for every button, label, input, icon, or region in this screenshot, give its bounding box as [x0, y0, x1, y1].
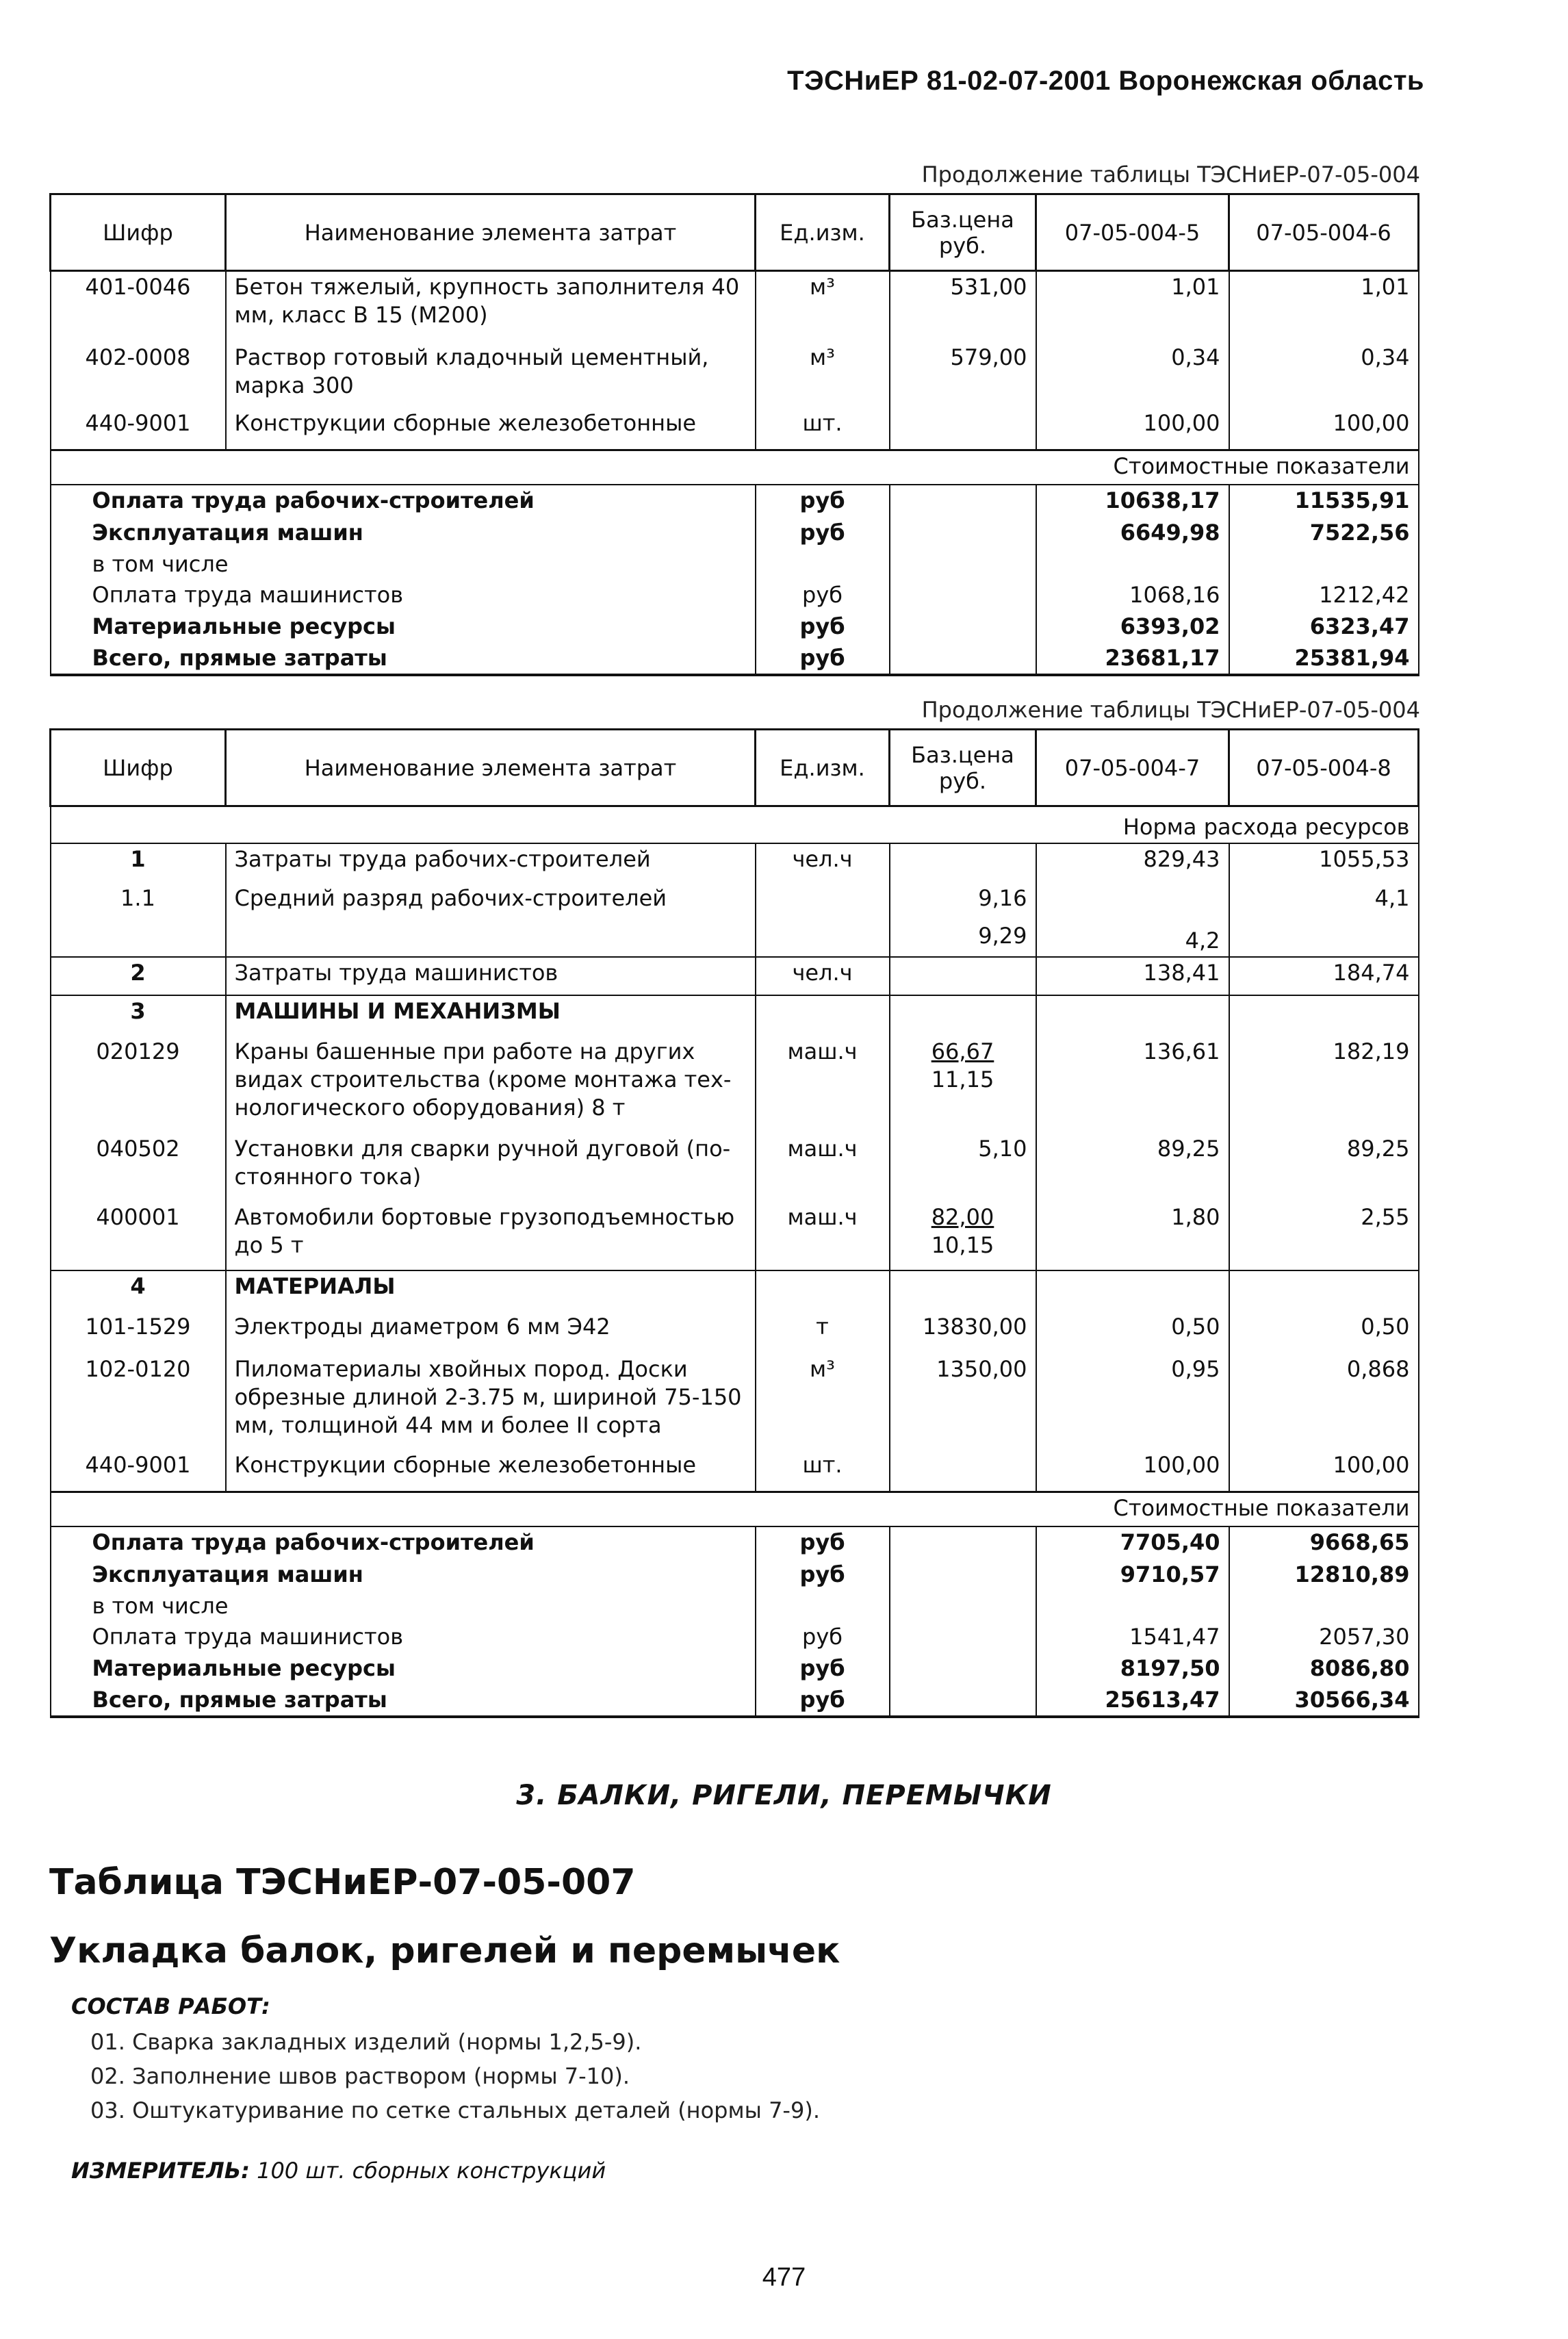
row-price: 5,10 [890, 1134, 1036, 1202]
measure-label: ИЗМЕРИТЕЛЬ: [71, 2158, 250, 2184]
row-value-1: 138,41 [1036, 957, 1229, 995]
row-value-1: 1,80 [1036, 1202, 1229, 1270]
cost-unit: руб [756, 1685, 890, 1717]
cost-empty [890, 1653, 1036, 1685]
cost-value-2: 6323,47 [1229, 611, 1419, 643]
header-price: Баз.цена руб. [890, 730, 1036, 806]
cost-unit: руб [756, 1653, 890, 1685]
row-code: 1.1 [51, 883, 226, 957]
cost-band [51, 450, 1419, 485]
row-unit: чел.ч [756, 957, 890, 995]
row-value-2: 0,868 [1229, 1354, 1419, 1450]
cost-empty [890, 1622, 1036, 1653]
row-value-1: 100,00 [1036, 408, 1229, 450]
cost-value-2: 9668,65 [1229, 1526, 1419, 1559]
table-row [51, 1202, 1419, 1270]
cost-name: Всего, прямые затраты [51, 643, 756, 675]
table-row [51, 1354, 1419, 1450]
cost-value-1: 1541,47 [1036, 1622, 1229, 1653]
row-unit [756, 883, 890, 957]
row-price-line-1: 9,16 [978, 884, 1027, 911]
cost-unit: руб [756, 643, 890, 675]
row-name: Конструкции сборные железобетонные [226, 408, 756, 450]
measure-line [71, 2158, 606, 2184]
row-code: 102-0120 [51, 1354, 226, 1450]
cost-band [51, 1492, 1419, 1526]
cost-band-label: Стоимостные показатели [51, 1492, 1419, 1526]
row-value-1: 829,43 [1036, 843, 1229, 883]
cost-value-1: 6649,98 [1036, 517, 1229, 549]
row-value-1: 136,61 [1036, 1036, 1229, 1134]
row-unit [756, 1270, 890, 1312]
cost-empty [890, 1685, 1036, 1717]
cost-empty [890, 1591, 1036, 1622]
row-price [890, 957, 1036, 995]
row-code: 440-9001 [51, 408, 226, 450]
cost-value-2: 1212,42 [1229, 580, 1419, 611]
row-code: 040502 [51, 1134, 226, 1202]
row-price-line-2: 9,29 [978, 922, 1027, 949]
table-title: Таблица ТЭСНиЕР-07-05-007 [49, 1862, 636, 1903]
cost-band-label: Стоимостные показатели [51, 450, 1419, 485]
row-price [890, 995, 1036, 1036]
row-code: 020129 [51, 1036, 226, 1134]
table-caption-2: Продолжение таблицы ТЭСНиЕР-07-05-004 [921, 697, 1420, 723]
row-price-line-1: 82,00 [931, 1203, 994, 1230]
cost-row [51, 1622, 1419, 1653]
table-row [51, 1036, 1419, 1134]
cost-name: Оплата труда машинистов [51, 580, 756, 611]
row-price [890, 408, 1036, 450]
cost-name: Оплата труда машинистов [51, 1622, 756, 1653]
cost-value-1: 7705,40 [1036, 1526, 1229, 1559]
row-value-1: 100,00 [1036, 1450, 1229, 1492]
cost-value-2 [1229, 549, 1419, 580]
row-value-2: 0,50 [1229, 1312, 1419, 1354]
row-value-2 [1229, 995, 1419, 1036]
row-price [890, 1450, 1036, 1492]
cost-value-2: 11535,91 [1229, 485, 1419, 517]
cost-row [51, 549, 1419, 580]
row-value-1: 0,34 [1036, 342, 1229, 408]
row-name: Конструкции сборные железобетонные [226, 1450, 756, 1492]
cost-row [51, 1591, 1419, 1622]
cost-empty [890, 580, 1036, 611]
row-value-2: 2,55 [1229, 1202, 1419, 1270]
cost-unit: руб [756, 611, 890, 643]
header-name: Наименование элемента затрат [226, 194, 756, 271]
work-composition-heading: СОСТАВ РАБОТ: [71, 1993, 270, 2019]
cost-empty [890, 611, 1036, 643]
row-unit: маш.ч [756, 1036, 890, 1134]
cost-unit [756, 549, 890, 580]
cost-value-1: 6393,02 [1036, 611, 1229, 643]
row-value-1: 0,50 [1036, 1312, 1229, 1354]
row-price-line-2: 11,15 [931, 1066, 994, 1092]
cost-value-2: 25381,94 [1229, 643, 1419, 675]
header-code: Шифр [51, 730, 226, 806]
row-price: 579,00 [890, 342, 1036, 408]
cost-value-2: 7522,56 [1229, 517, 1419, 549]
row-price: 531,00 [890, 271, 1036, 342]
cost-row [51, 517, 1419, 549]
cost-empty [890, 517, 1036, 549]
cost-value-1: 10638,17 [1036, 485, 1229, 517]
header-price: Баз.цена руб. [890, 194, 1036, 271]
row-value-2: 4,1 [1229, 883, 1419, 957]
row-name: Пиломатериалы хвойных пород. Доски обрезные длиной 2-3.75 м, шириной 75-150 мм, толщиной 44 мм и более II сорта [226, 1354, 756, 1450]
header-name: Наименование элемента затрат [226, 730, 756, 806]
table-caption-1: Продолжение таблицы ТЭСНиЕР-07-05-004 [921, 162, 1420, 188]
row-unit: чел.ч [756, 843, 890, 883]
cost-empty [890, 485, 1036, 517]
row-value-2: 182,19 [1229, 1036, 1419, 1134]
row-name: Затраты труда машинистов [226, 957, 756, 995]
table-row [51, 408, 1419, 450]
row-price-line-1: 66,67 [931, 1038, 994, 1064]
row-value-2: 100,00 [1229, 1450, 1419, 1492]
row-name: Затраты труда рабочих-строителей [226, 843, 756, 883]
cost-row [51, 1526, 1419, 1559]
cost-value-2: 8086,80 [1229, 1653, 1419, 1685]
cost-unit: руб [756, 1526, 890, 1559]
cost-name: Оплата труда рабочих-строителей [51, 1526, 756, 1559]
row-code: 3 [51, 995, 226, 1036]
cost-value-2: 30566,34 [1229, 1685, 1419, 1717]
cost-unit: руб [756, 1622, 890, 1653]
cost-value-1 [1036, 549, 1229, 580]
table-row [51, 957, 1419, 995]
row-price [890, 1270, 1036, 1312]
header-col1: 07-05-004-5 [1036, 194, 1229, 271]
cost-unit: руб [756, 485, 890, 517]
row-value-1: 89,25 [1036, 1134, 1229, 1202]
row-value-2: 100,00 [1229, 408, 1419, 450]
row-price-line-2: 10,15 [931, 1231, 994, 1258]
row-unit: м³ [756, 271, 890, 342]
norm-band [51, 806, 1419, 843]
cost-row [51, 643, 1419, 675]
cost-value-1 [1036, 1591, 1229, 1622]
table-row [51, 1134, 1419, 1202]
cost-empty [890, 1526, 1036, 1559]
row-name: МАШИНЫ И МЕХАНИЗМЫ [226, 995, 756, 1036]
row-unit: шт. [756, 1450, 890, 1492]
table-row [51, 883, 1419, 957]
row-name: Средний разряд рабочих-строителей [226, 883, 756, 957]
row-unit: шт. [756, 408, 890, 450]
page-header: ТЭСНиЕР 81-02-07-2001 Воронежская область [787, 66, 1424, 96]
row-value-2: 1,01 [1229, 271, 1419, 342]
row-value-2: 0,34 [1229, 342, 1419, 408]
cost-row [51, 485, 1419, 517]
cost-name: Всего, прямые затраты [51, 1685, 756, 1717]
row-value-2 [1229, 1270, 1419, 1312]
table-row [51, 1312, 1419, 1354]
row-unit [756, 995, 890, 1036]
row-code: 4 [51, 1270, 226, 1312]
cost-empty [890, 549, 1036, 580]
cost-row [51, 580, 1419, 611]
row-value-2: 184,74 [1229, 957, 1419, 995]
cost-unit: руб [756, 580, 890, 611]
measure-value: 100 шт. сборных конструкций [257, 2158, 606, 2184]
row-price [890, 843, 1036, 883]
row-value-1 [1036, 883, 1229, 957]
row-value-1 [1036, 1270, 1229, 1312]
row-code: 400001 [51, 1202, 226, 1270]
row-name: Краны башенные при работе на других видах строительства (кроме монтажа тех-нологического оборудования) 8 т [226, 1036, 756, 1134]
row-value-1: 0,95 [1036, 1354, 1229, 1450]
cost-unit: руб [756, 517, 890, 549]
row-code: 440-9001 [51, 1450, 226, 1492]
row-price: 13830,00 [890, 1312, 1036, 1354]
row-price [890, 1202, 1036, 1270]
cost-row [51, 1559, 1419, 1591]
header-unit: Ед.изм. [756, 194, 890, 271]
row-unit: т [756, 1312, 890, 1354]
cost-name: Материальные ресурсы [51, 1653, 756, 1685]
cost-value-1: 25613,47 [1036, 1685, 1229, 1717]
cost-value-1: 9710,57 [1036, 1559, 1229, 1591]
cost-name: Эксплуатация машин [51, 1559, 756, 1591]
row-name: Автомобили бортовые грузоподъемностью до 5 т [226, 1202, 756, 1270]
header-col1: 07-05-004-7 [1036, 730, 1229, 806]
section-row [51, 995, 1419, 1036]
page-number: 477 [762, 2263, 806, 2292]
cost-name: в том числе [51, 549, 756, 580]
table-row [51, 1450, 1419, 1492]
header-col2: 07-05-004-6 [1229, 194, 1419, 271]
table-row [51, 342, 1419, 408]
cost-value-2: 2057,30 [1229, 1622, 1419, 1653]
work-item: 03. Оштукатуривание по сетке стальных деталей (нормы 7-9). [90, 2097, 820, 2123]
row-value-1: 1,01 [1036, 271, 1229, 342]
row-price [890, 1036, 1036, 1134]
row-unit: м³ [756, 342, 890, 408]
work-item: 02. Заполнение швов раствором (нормы 7-10). [90, 2063, 630, 2089]
cost-name: Оплата труда рабочих-строителей [51, 485, 756, 517]
table-row [51, 271, 1419, 342]
header-col2: 07-05-004-8 [1229, 730, 1419, 806]
row-value-1-line: 4,2 [1185, 927, 1220, 954]
row-code: 1 [51, 843, 226, 883]
cost-name: Материальные ресурсы [51, 611, 756, 643]
row-value-2: 89,25 [1229, 1134, 1419, 1202]
header-code: Шифр [51, 194, 226, 271]
cost-row [51, 1653, 1419, 1685]
cost-value-1: 23681,17 [1036, 643, 1229, 675]
table-row [51, 843, 1419, 883]
resource-table-1 [49, 193, 1419, 676]
cost-empty [890, 643, 1036, 675]
cost-unit [756, 1591, 890, 1622]
table-subtitle: Укладка балок, ригелей и перемычек [49, 1930, 840, 1971]
cost-value-1: 1068,16 [1036, 580, 1229, 611]
row-code: 402-0008 [51, 342, 226, 408]
cost-empty [890, 1559, 1036, 1591]
resource-table-2 [49, 728, 1419, 1718]
row-price [890, 883, 1036, 957]
row-value-2: 1055,53 [1229, 843, 1419, 883]
row-unit: маш.ч [756, 1134, 890, 1202]
cost-unit: руб [756, 1559, 890, 1591]
cost-name: Эксплуатация машин [51, 517, 756, 549]
row-name: Раствор готовый кладочный цементный, марка 300 [226, 342, 756, 408]
row-name: Установки для сварки ручной дуговой (по-стоянного тока) [226, 1134, 756, 1202]
cost-value-2: 12810,89 [1229, 1559, 1419, 1591]
cost-row [51, 611, 1419, 643]
row-name: МАТЕРИАЛЫ [226, 1270, 756, 1312]
row-code: 401-0046 [51, 271, 226, 342]
cost-value-2 [1229, 1591, 1419, 1622]
row-name: Бетон тяжелый, крупность заполнителя 40 мм, класс В 15 (М200) [226, 271, 756, 342]
row-price: 1350,00 [890, 1354, 1036, 1450]
cost-name: в том числе [51, 1591, 756, 1622]
section-row [51, 1270, 1419, 1312]
row-value-1 [1036, 995, 1229, 1036]
section-title: 3. БАЛКИ, РИГЕЛИ, ПЕРЕМЫЧКИ [516, 1780, 1052, 1811]
row-unit: маш.ч [756, 1202, 890, 1270]
cost-row [51, 1685, 1419, 1717]
work-item: 01. Сварка закладных изделий (нормы 1,2,5-9). [90, 2029, 642, 2055]
row-code: 101-1529 [51, 1312, 226, 1354]
row-code: 2 [51, 957, 226, 995]
cost-value-1: 8197,50 [1036, 1653, 1229, 1685]
row-unit: м³ [756, 1354, 890, 1450]
header-unit: Ед.изм. [756, 730, 890, 806]
norm-band-label: Норма расхода ресурсов [51, 806, 1419, 843]
row-name: Электроды диаметром 6 мм Э42 [226, 1312, 756, 1354]
